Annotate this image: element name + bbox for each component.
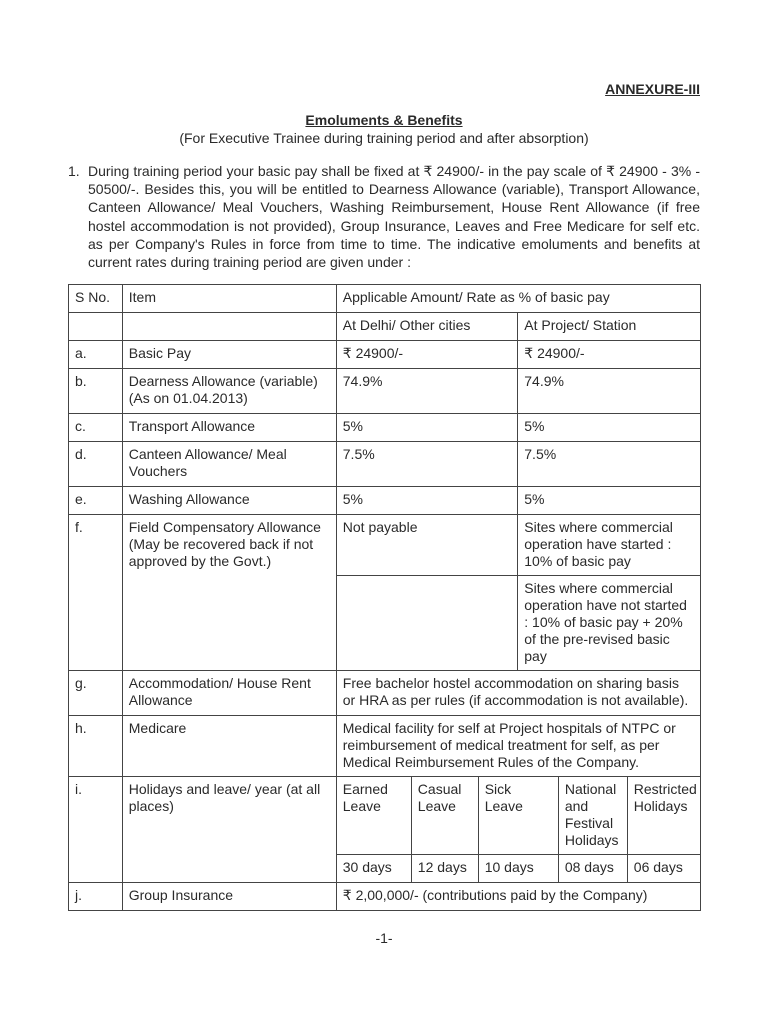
- subheader-empty-item: [122, 313, 336, 341]
- header-item: Item: [122, 285, 336, 313]
- row-project: 5%: [518, 414, 701, 442]
- table-row-medicare: [69, 716, 701, 777]
- row-item: Transport Allowance: [122, 414, 336, 442]
- row-project: ₹ 24900/-: [518, 341, 701, 369]
- table-row: [69, 369, 701, 414]
- row-delhi-empty: [336, 576, 518, 671]
- row-item: Accommodation/ House Rent Allowance: [122, 671, 336, 716]
- row-sno: c.: [69, 414, 123, 442]
- row-value: Medical facility for self at Project hospitals of NTPC or reimbursement of medical treatment for self, as per Medical Reimbursement Rules of the Company.: [336, 716, 700, 777]
- row-sno: j.: [69, 883, 123, 911]
- row-project: 74.9%: [518, 369, 701, 414]
- table-row-field-allowance: [69, 515, 701, 576]
- row-item: Group Insurance: [122, 883, 336, 911]
- row-sno: e.: [69, 487, 123, 515]
- row-sno: a.: [69, 341, 123, 369]
- table-row-holidays: [69, 777, 701, 855]
- page-number: -1-: [375, 930, 393, 946]
- table-subheader-row: [69, 313, 701, 341]
- leave-type-earned: Earned Leave: [336, 777, 411, 855]
- row-delhi: 7.5%: [336, 442, 518, 487]
- leave-days-sick: 10 days: [478, 855, 558, 883]
- leave-days-restricted: 06 days: [627, 855, 700, 883]
- row-item: Medicare: [122, 716, 336, 777]
- subheader-empty-sno: [69, 313, 123, 341]
- paragraph-number: 1.: [68, 163, 80, 179]
- table-row-accommodation: [69, 671, 701, 716]
- emoluments-table: [68, 284, 701, 911]
- row-delhi: 5%: [336, 414, 518, 442]
- header-project: At Project/ Station: [518, 313, 701, 341]
- row-item: Field Compensatory Allowance (May be recovered back if not approved by the Govt.): [122, 515, 336, 671]
- paragraph-text: During training period your basic pay shall be fixed at ₹ 24900/- in the pay scale of ₹ 24900 - 3% - 50500/-. Besides this, you will be entitled to Dearness Allowance (variable), Transport Allowance, Canteen Allowance/ Meal Vouchers, Washing Reimbursement, House Rent Allowance (if free hostel accommodation is not provided), Group Insurance, Leaves and Free Medicare for self etc. as per Company's Rules in force from time to time. The indicative emoluments and benefits at current rates during training period are given under :: [88, 163, 700, 271]
- document-title: Emoluments & Benefits: [305, 112, 463, 128]
- leave-days-casual: 12 days: [411, 855, 478, 883]
- row-item: Holidays and leave/ year (at all places): [122, 777, 336, 883]
- row-delhi: 74.9%: [336, 369, 518, 414]
- row-sno: f.: [69, 515, 123, 671]
- leave-type-national: National and Festival Holidays: [558, 777, 627, 855]
- header-delhi: At Delhi/ Other cities: [336, 313, 518, 341]
- leave-type-casual: Casual Leave: [411, 777, 478, 855]
- row-item: Dearness Allowance (variable) (As on 01.04.2013): [122, 369, 336, 414]
- row-sno: g.: [69, 671, 123, 716]
- annexure-label: ANNEXURE-III: [605, 81, 700, 97]
- row-delhi: Not payable: [336, 515, 518, 576]
- row-sno: d.: [69, 442, 123, 487]
- row-item: Washing Allowance: [122, 487, 336, 515]
- header-applicable: Applicable Amount/ Rate as % of basic pay: [336, 285, 700, 313]
- table-row: [69, 414, 701, 442]
- row-sno: b.: [69, 369, 123, 414]
- row-value: Free bachelor hostel accommodation on sharing basis or HRA as per rules (if accommodation is not available).: [336, 671, 700, 716]
- table-row: [69, 341, 701, 369]
- document-subtitle: (For Executive Trainee during training period and after absorption): [179, 130, 589, 146]
- row-sno: h.: [69, 716, 123, 777]
- table-row: [69, 487, 701, 515]
- table-row: [69, 442, 701, 487]
- leave-type-sick: Sick Leave: [478, 777, 558, 855]
- leave-days-earned: 30 days: [336, 855, 411, 883]
- table-header-row: [69, 285, 701, 313]
- leave-days-national: 08 days: [558, 855, 627, 883]
- row-item: Basic Pay: [122, 341, 336, 369]
- table-row-insurance: [69, 883, 701, 911]
- header-sno: S No.: [69, 285, 123, 313]
- row-project-started: Sites where commercial operation have started : 10% of basic pay: [518, 515, 701, 576]
- intro-paragraph: [68, 162, 700, 271]
- leave-type-restricted: Restricted Holidays: [627, 777, 700, 855]
- row-delhi: ₹ 24900/-: [336, 341, 518, 369]
- row-project-not-started: Sites where commercial operation have not started : 10% of basic pay + 20% of the pre-revised basic pay: [518, 576, 701, 671]
- row-project: 7.5%: [518, 442, 701, 487]
- row-sno: i.: [69, 777, 123, 883]
- row-project: 5%: [518, 487, 701, 515]
- row-item: Canteen Allowance/ Meal Vouchers: [122, 442, 336, 487]
- row-delhi: 5%: [336, 487, 518, 515]
- row-value: ₹ 2,00,000/- (contributions paid by the Company): [336, 883, 700, 911]
